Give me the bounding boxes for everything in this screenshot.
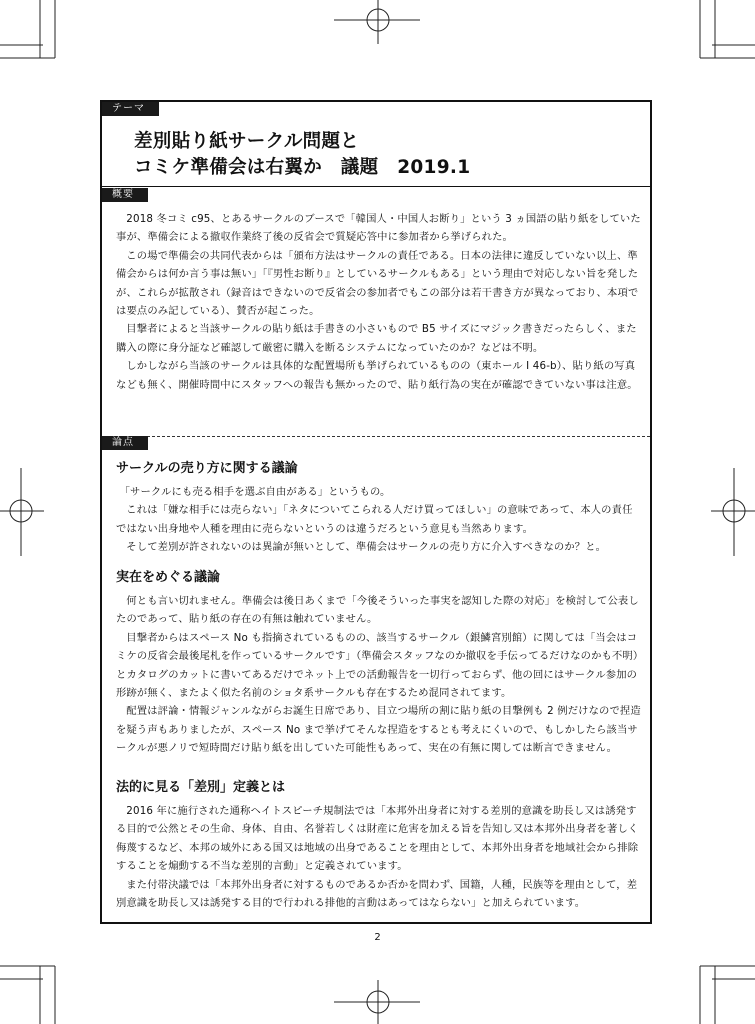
section-text-existence	[116, 592, 642, 758]
summary-rule	[102, 186, 650, 187]
section-paragraph: また付帯決議では「本邦外出身者に対するものであるか否かを問わず、国籍，人種，民族等を理由として，差別意識を助長し又は誘発する目的で行われる排他的言動はあってはならない」と加えられています。	[116, 878, 638, 910]
section-paragraph: 配置は評論・情報ジャンルながらお誕生日席であり、目立つ場所の割に貼り紙の目撃例も 2 例だけなので捏造を疑う声もありましたが、スペース No まで挙げてそんな捏造をするとも考えにくいので、もしかしたら該当サークルが悪ノリで短時間だけ貼り紙を出していた可能性もあって、実在の有無に関しては断言できません。	[116, 705, 641, 755]
summary-paragraph: 2018 冬コミ c95、とあるサークルのブースで「韓国人・中国人お断り」という 3 ヵ国語の貼り紙をしていた事が、準備会による撤収作業終了後の反省会で質疑応答中に参加者から挙げられた。	[116, 213, 641, 244]
title-line-1: 差別貼り紙サークル問題と	[134, 131, 360, 152]
section-paragraph: そして差別が許されないのは異論が無いとして、準備会はサークルの売り方に介入すべきなのか？と。	[126, 541, 607, 554]
summary-label: 概要	[102, 188, 148, 202]
section-paragraph: 目撃者からはスペース No も指摘されているものの、該当するサークル（銀鱗宮別館）に関しては「当会はコミケの反省会最後尾札を作っているサークルです」（準備会スタッフなのか撤収を手伝ってるだけなのかも不明）とカタログのカットに書いてあるだけでネット上での活動報告を一切行っておらず、他の回にはサークル参加の形跡が無く、またよく似た名前のショタ系サークルも存在するため混同されてます。	[116, 631, 639, 700]
content-frame	[100, 100, 652, 924]
summary-paragraph: しかしながら当該のサークルは具体的な配置場所も挙げられているものの（東ホール I 46-b）、貼り紙の写真なども無く、開催時間中にスタッフへの報告も無かったので、貼り紙行為の実在が確認できていない事は注意。	[116, 360, 638, 391]
section-heading-legal: 法的に見る「差別」定義とは	[116, 780, 286, 795]
summary-text	[116, 210, 642, 394]
theme-label: テーマ	[102, 102, 159, 116]
page-title	[134, 129, 470, 181]
points-divider	[102, 436, 650, 437]
section-paragraph: 「サークルにも売る相手を選ぶ自由がある」というもの。	[119, 486, 391, 498]
title-line-2: コミケ準備会は右翼か 議題 2019.1	[134, 157, 471, 178]
section-paragraph: 2016 年に施行された通称ヘイトスピーチ規制法では「本邦外出身者に対する差別的意識を助長し又は誘発する目的で公然とその生命、身体、自由、名誉若しくは財産に危害を加える旨を告知し又は本邦外出身者を著しく侮蔑するなど、本邦の域外にある国又は地域の出身であることを理由として、本邦外出身者を地域社会から排除することを煽動する不当な差別的言動」と定義されています。	[116, 805, 639, 873]
summary-paragraph: この場で準備会の共同代表からは「頒布方法はサークルの責任である。日本の法律に違反していない以上、準備会からは何か言う事は無い」「『男性お断り』としているサークルもある」という理由で対応しない旨を発したが、これらが拡散され（録音はできないので反省会の参加者でもこの部分は若干書き方が異なっており、本項では要点のみ記している）、賛否が起こった。	[116, 249, 639, 318]
points-label: 論点	[102, 436, 148, 450]
page-number: 2	[374, 932, 381, 943]
section-text-selling	[116, 483, 642, 557]
section-heading-existence: 実在をめぐる議論	[116, 570, 221, 585]
section-paragraph: これは「嫌な相手には売らない」「ネタについてこられる人だけ買ってほしい」の意味であって、本人の責任ではない出身地や人種を理由に売らないというのは違うだろという意見も当然あります。	[116, 504, 633, 535]
section-text-legal	[116, 802, 642, 912]
summary-paragraph: 目撃者によると当該サークルの貼り紙は手書きの小さいもので B5 サイズにマジック書きだったらしく、また購入の際に身分証など確認して厳密に購入を断るシステムになっていたのか？などは不明。	[116, 323, 637, 354]
section-heading-selling: サークルの売り方に関する議論	[116, 461, 298, 476]
section-paragraph: 何とも言い切れません。準備会は後日あくまで「今後そういった事実を認知した際の対応」を検討して公表したのであって、貼り紙の存在の有無は触れていません。	[116, 595, 639, 626]
